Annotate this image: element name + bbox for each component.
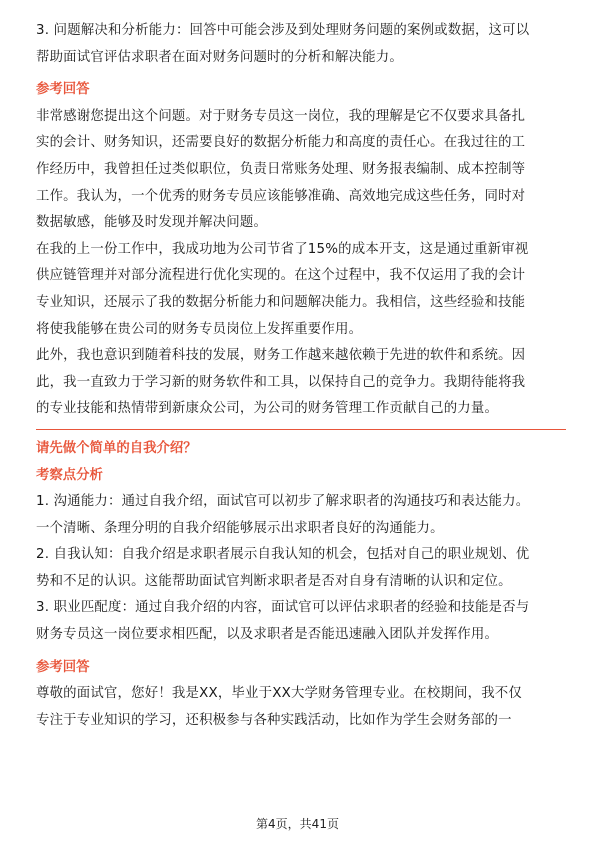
- analysis2-section: [36, 463, 566, 649]
- answer1-p1-line-5: 数据敏感，能够及时发现并解决问题。: [36, 215, 268, 231]
- answer1-p3-line-2: 此，我一直致力于学习新的财务软件和工具，以保持自己的竞争力。我期待能将我: [36, 374, 526, 390]
- answer1-p1-line-4: 工作。我认为，一个优秀的财务专员应该能够准确、高效地完成这些任务，同时对: [36, 188, 526, 204]
- question-title: 请先做个简单的自我介绍？: [36, 440, 197, 456]
- answer1-p2-line-1: 在我的上一份工作中，我成功地为公司节省了15%的成本开支，这是通过重新审视: [36, 241, 529, 257]
- answer2-section: [36, 655, 566, 735]
- analysis-line-2: 一个清晰、条理分明的自我介绍能够展示出求职者良好的沟通能力。: [36, 520, 444, 536]
- answer1-p1-line-1: 非常感谢您提出这个问题。对于财务专员这一岗位，我的理解是它不仅要求具备扎: [36, 108, 526, 124]
- answer1-heading: 参考回答: [36, 82, 90, 98]
- block1-line-2: 帮助面试官评估求职者在面对财务问题时的分析和解决能力。: [36, 49, 403, 65]
- answer2-line-1: 尊敬的面试官，您好！我是XX，毕业于XX大学财务管理专业。在校期间，我不仅: [36, 686, 522, 702]
- analysis-line-5: 3. 职业匹配度：通过自我介绍的内容，面试官可以评估求职者的经验和技能是否与: [36, 600, 530, 616]
- block1: [36, 18, 566, 71]
- answer2-line-2: 专注于专业知识的学习，还积极参与各种实践活动，比如作为学生会财务部的一: [36, 712, 512, 728]
- answer1-p1-line-3: 作经历中，我曾担任过类似职位，负责日常账务处理、财务报表编制、成本控制等: [36, 161, 526, 177]
- block1-line-1: 3. 问题解决和分析能力：回答中可能会涉及到处理财务问题的案例或数据，这可以: [36, 23, 530, 38]
- answer1-p1-line-2: 实的会计、财务知识，还需要良好的数据分析能力和高度的责任心。在我过往的工: [36, 135, 526, 151]
- answer1-p3-line-3: 的专业技能和热情带到新康众公司，为公司的财务管理工作贡献自己的力量。: [36, 401, 499, 417]
- answer1-p2-line-3: 专业知识，还展示了我的数据分析能力和问题解决能力。我相信，这些经验和技能: [36, 294, 526, 310]
- analysis-line-3: 2. 自我认知：自我介绍是求职者展示自我认知的机会，包括对自己的职业规划、优: [36, 547, 530, 563]
- analysis-line-1: 1. 沟通能力：通过自我介绍，面试官可以初步了解求职者的沟通技巧和表达能力。: [36, 494, 530, 510]
- answer1-section: [36, 77, 566, 423]
- answer1-p2-line-2: 供应链管理并对部分流程进行优化实现的。在这个过程中，我不仅运用了我的会计: [36, 268, 526, 284]
- answer1-p2-line-4: 将使我能够在贵公司的财务专员岗位上发挥重要作用。: [36, 321, 363, 337]
- analysis-line-6: 财务专员这一岗位要求相匹配，以及求职者是否能迅速融入团队并发挥作用。: [36, 627, 499, 643]
- page-footer: 第4页，共41页: [256, 817, 339, 831]
- analysis-line-4: 势和不足的认识。这能帮助面试官判断求职者是否对自身有清晰的认识和定位。: [36, 573, 512, 589]
- analysis-heading: 考察点分析: [36, 467, 103, 483]
- answer1-p3-line-1: 此外，我也意识到随着科技的发展，财务工作越来越依赖于先进的软件和系统。因: [36, 348, 526, 364]
- document-page: [36, 18, 566, 734]
- answer2-heading: 参考回答: [36, 659, 90, 675]
